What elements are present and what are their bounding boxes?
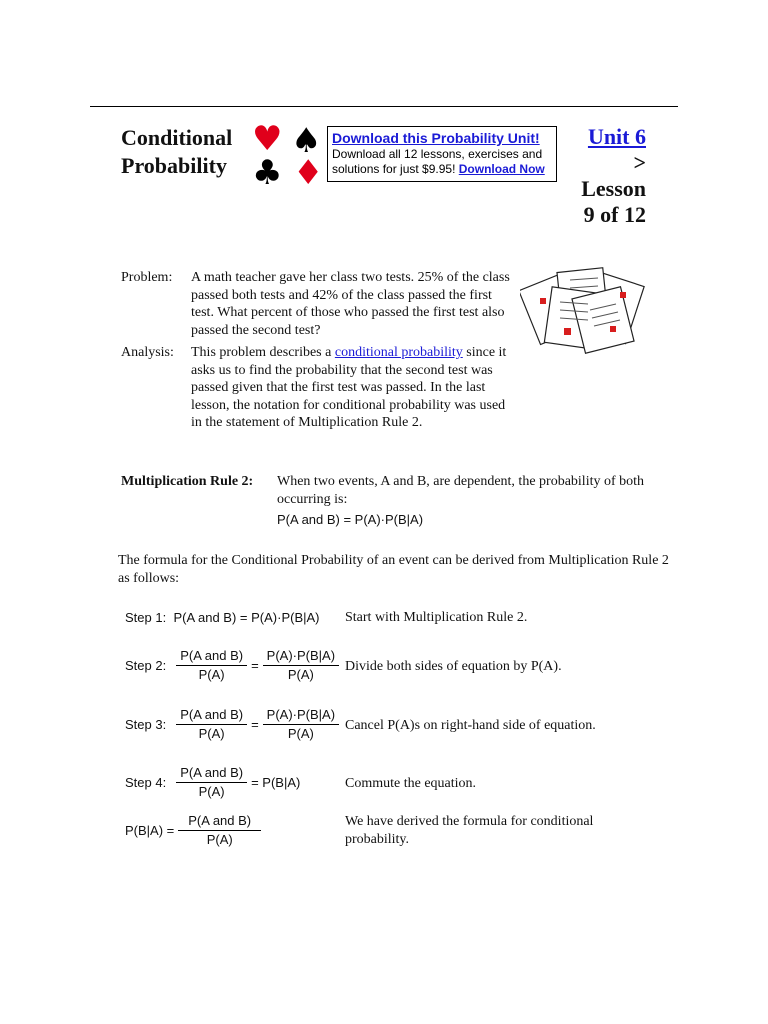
test-papers-icon: [520, 262, 648, 354]
diamond-icon: ♦: [293, 153, 324, 193]
ad-body-text: Download all 12 lessons, exercises and solutions for just $9.95!: [332, 147, 543, 176]
download-unit-link[interactable]: Download this Probability Unit!: [332, 130, 540, 146]
step-3-right-denominator: P(A): [287, 726, 314, 741]
title-line-1: Conditional: [121, 125, 233, 150]
spade-icon: ♠: [291, 121, 322, 161]
step-2-left-fraction: [176, 648, 247, 683]
derivation-intro: The formula for the Conditional Probability of an event can be derived from Multiplication Rule 2 as follows:: [118, 553, 669, 586]
ad-body: [332, 147, 556, 177]
step-2-explanation: Divide both sides of equation by P(A).: [345, 659, 562, 674]
analysis-text: [191, 344, 517, 432]
step-3-equals: =: [251, 717, 259, 732]
heart-icon: ♥: [252, 119, 283, 159]
analysis-text-end: since it asks us to find the probability that the second test was passed given that the first test was passed. In the last lesson, the notation for conditional probability was used in the statement of Multiplication Rule 2.: [191, 345, 507, 430]
result-explanation: We have derived the formula for conditional probability.: [345, 814, 594, 847]
page-title: [121, 124, 232, 180]
problem-label: Problem:: [121, 270, 173, 285]
step-3-right-numerator: P(A)·P(B|A): [263, 707, 339, 725]
step-4-rhs: = P(B|A): [251, 775, 301, 790]
analysis-label: Analysis:: [121, 345, 174, 360]
step-1: [125, 610, 320, 625]
lesson-line-2: 9 of 12: [583, 202, 646, 227]
step-3-left-fraction: [176, 707, 247, 742]
result-fraction: [178, 813, 261, 848]
rule-text: When two events, A and B, are dependent, the probability of both occurring is:: [277, 474, 645, 507]
step-4-label: Step 4:: [125, 775, 167, 790]
conditional-probability-link[interactable]: conditional probability: [334, 345, 463, 360]
step-3-left-numerator: P(A and B): [176, 707, 247, 725]
step-4-denominator: P(A): [198, 784, 225, 799]
step-2-left-numerator: P(A and B): [176, 648, 247, 666]
rule-label: Multiplication Rule 2:: [121, 474, 254, 489]
result-denominator: P(A): [206, 832, 233, 847]
step-4-explanation: Commute the equation.: [345, 776, 477, 791]
step-2-right-denominator: P(A): [287, 667, 314, 682]
step-3-explanation: Cancel P(A)s on right-hand side of equation.: [345, 718, 596, 733]
rule-formula: P(A and B) = P(A)·P(B|A): [277, 512, 424, 527]
result-numerator: P(A and B): [178, 813, 261, 831]
step-4-fraction: [176, 765, 247, 800]
download-ad: [327, 126, 557, 182]
step-2: [125, 648, 339, 683]
step-2-left-denominator: P(A): [198, 667, 225, 682]
step-1-label: Step 1:: [125, 610, 167, 625]
lesson-line-1: Lesson: [581, 176, 646, 201]
step-2-right-fraction: [263, 648, 339, 683]
step-2-right-numerator: P(A)·P(B|A): [263, 648, 339, 666]
step-2-label: Step 2:: [125, 658, 167, 673]
step-1-formula: P(A and B) = P(A)·P(B|A): [173, 610, 320, 625]
step-4-numerator: P(A and B): [176, 765, 247, 783]
download-now-link[interactable]: Download Now: [458, 162, 545, 176]
step-3-right-fraction: [263, 707, 339, 742]
step-3-left-denominator: P(A): [198, 726, 225, 741]
step-3-label: Step 3:: [125, 717, 167, 732]
top-rule: [90, 106, 678, 107]
analysis-text-start: This problem describes a: [191, 345, 332, 360]
title-line-2: Probability: [121, 153, 227, 178]
nav-separator: >: [633, 150, 646, 175]
unit-lesson-nav: [581, 124, 646, 228]
step-2-equals: =: [251, 658, 259, 673]
step-4: [125, 765, 300, 800]
step-1-explanation: Start with Multiplication Rule 2.: [345, 610, 528, 625]
result-formula: [125, 813, 261, 848]
step-3: [125, 707, 339, 742]
result-lhs: P(B|A) =: [125, 823, 175, 838]
unit-link[interactable]: Unit 6: [587, 124, 646, 149]
club-icon: ♣: [252, 153, 283, 193]
problem-text: A math teacher gave her class two tests. 25% of the class passed both tests and 42% of the class passed the first test. What percent of those who passed the first test also passed the second test?: [191, 270, 510, 338]
